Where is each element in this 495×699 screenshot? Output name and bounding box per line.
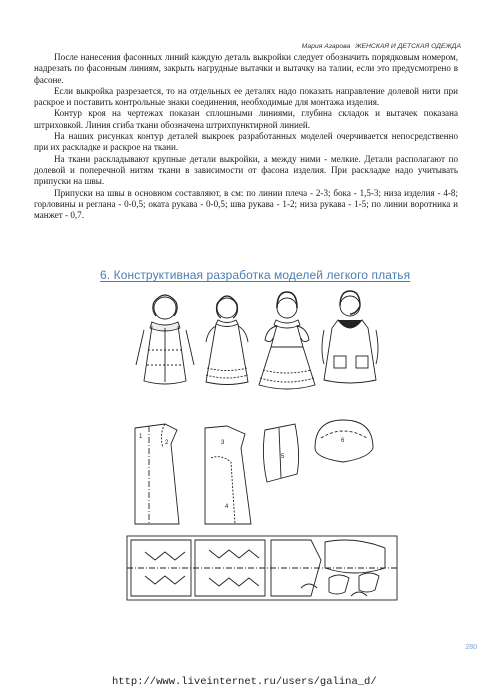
pattern-label: 3 <box>221 440 225 446</box>
model-pocket-dress-figure <box>322 291 378 383</box>
body-text <box>34 52 458 221</box>
header-author: Мария Азарова <box>301 43 351 50</box>
running-header <box>302 43 461 50</box>
header-book-title: ЖЕНСКАЯ И ДЕТСКАЯ ОДЕЖДА <box>355 43 461 50</box>
model-apron-dress-figure <box>259 292 315 389</box>
paragraph: После нанесения фасонных линий каждую деталь выкройки следует обозначить порядковым номером, надрезать по фасонным линиям, закрыть нагрудные вытачки и вытачку на талии, если это предусмотрено в фасоне. <box>34 52 458 85</box>
pattern-label: 5 <box>281 454 285 460</box>
paragraph: Контур кроя на чертежах показан сплошными линиями, глубина складок и вытачек показана штриховкой. Линия сгиба ткани обозначена штрихпунктирной линией. <box>34 108 458 130</box>
pattern-label: 1 <box>139 434 143 440</box>
paragraph: На ткани раскладывают крупные детали выкройки, а между ними - мелкие. Детали располагают по долевой и поперечной нитям ткани в зависимости от фасона изделия. При раскладке надо учитывать припуски на швы. <box>34 153 458 187</box>
pattern-label: 2 <box>165 440 169 446</box>
pattern-label: 6 <box>341 438 345 444</box>
section-title: 6. Конструктивная разработка моделей легкого платья <box>100 268 411 282</box>
model-coat-figure <box>136 295 194 384</box>
source-url[interactable]: http://www.liveinternet.ru/users/galina_d/ <box>112 676 377 688</box>
paragraph: На наших рисунках контур деталей выкроек разработанных моделей очерчивается непосредственно при их раскладке и раскрое на ткани. <box>34 131 458 153</box>
pattern-pieces-drawing <box>125 418 375 528</box>
model-frilled-dress-figure <box>206 296 248 385</box>
fabric-layout-drawing <box>125 532 400 604</box>
page-number: 280 <box>465 644 477 651</box>
paragraph: Если выкройка разрезается, то на отдельных ее деталях надо показать направление долевой нити при раскрое и поставить контрольные знаки соединения, необходимые для монтажа изделия. <box>34 85 458 108</box>
dress-models-illustration <box>130 290 388 400</box>
pattern-label: 4 <box>225 504 229 510</box>
paragraph: Припуски на швы в основном составляют, в см: по линии плеча - 2-3; бока - 1,5-3; низа изделия - 4-8; горловины и реглана - 0-0,5; оката рукава - 0-0,5; шва рукава - 1-2; низа рукава - 1-5; по линии воротника и манжет - 0,7. <box>34 187 458 221</box>
pattern-piece-sleeve <box>263 424 298 482</box>
